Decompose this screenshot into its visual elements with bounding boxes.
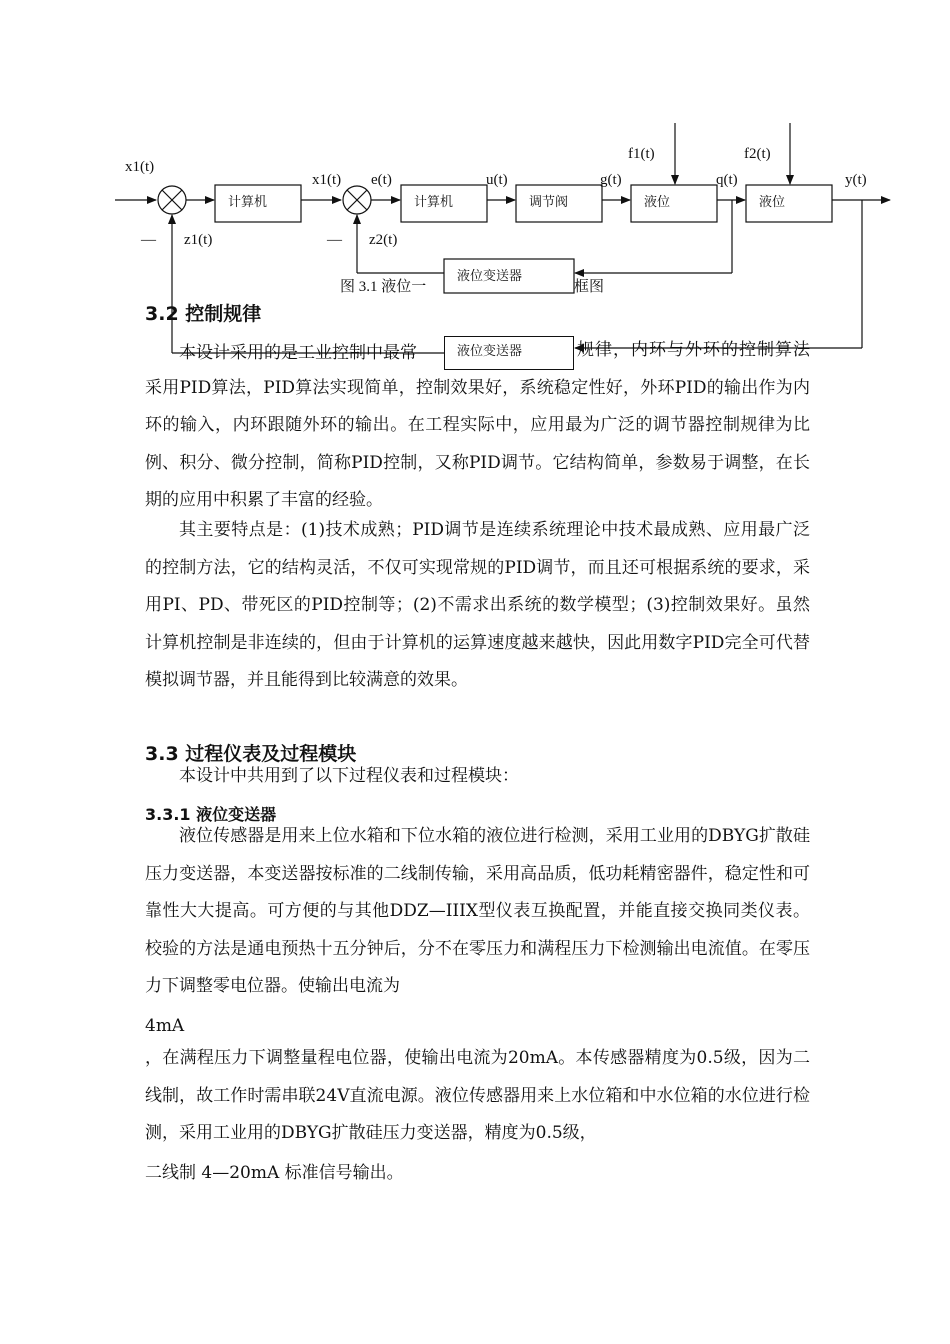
paragraph-pid-features: 其主要特点是：(1)技术成熟；PID调节是连续系统理论中技术最成熟、应用最广泛的控制方法，它的结构灵活，不仅可实现常规的PID调节，而且还可根据系统的要求，采用PI、PD、带死区的PID控制等；(2)不需求出系统的数学模型；(3)控制效果好。虽然计算机控制是非连续的，但由于计算机的运算速度越来越快，因此用数字PID完全可代替模拟调节器，并且能得到比较满意的效果。 (145, 520, 810, 691)
label-y: y(t) (845, 172, 867, 188)
label-u: u(t) (486, 172, 508, 188)
minus-sign-outer: — (141, 232, 156, 248)
label-x1-in: x1(t) (125, 159, 155, 175)
label-f2: f2(t) (744, 146, 771, 162)
text-4mA: 4mA (145, 1016, 185, 1036)
figure-caption-right: 框图 (574, 279, 605, 295)
label-z1: z1(t) (184, 232, 213, 248)
subsection-heading-3-3-1: 3.3.1 液位变送器 (145, 805, 277, 824)
label-g: g(t) (600, 172, 622, 188)
label-f1: f1(t) (628, 146, 655, 162)
section-heading-3-3: 3.3 过程仪表及过程模块 (145, 743, 357, 765)
text-last-line: 二线制 4—20mA 标准信号输出。 (145, 1163, 404, 1183)
paragraph-instruments-intro: 本设计中共用到了以下过程仪表和过程模块： (179, 766, 519, 786)
label-x1-mid: x1(t) (312, 172, 342, 188)
level-block-1-label: 液位 (644, 195, 671, 210)
label-e: e(t) (371, 172, 392, 188)
paragraph-level-transmitter-cont: ，在满程压力下调整量程电位器，使输出电流为20mA。本传感器精度为0.5级，因为二线制，故工作时需串联24V直流电源。液位传感器用来上水位箱和中水位箱的水位进行检测，采用工业用的DBYG扩散硅压力变送器，精度为0.5级， (145, 1048, 810, 1144)
valve-block-label: 调节阀 (529, 195, 569, 210)
section-heading-3-2: 3.2 控制规律 (145, 303, 262, 325)
figure-caption-left: 图 3.1 液位一 (340, 279, 427, 295)
transmitter-inner-label: 液位变送器 (457, 269, 523, 284)
label-z2: z2(t) (369, 232, 398, 248)
paragraph-control-law (145, 332, 810, 520)
paragraph-level-transmitter: 液位传感器是用来上位水箱和下位水箱的液位进行检测，采用工业用的DBYG扩散硅压力变送器，本变送器按标准的二线制传输，采用高品质，低功耗精密器件，稳定性和可靠性大大提高。可方便的与其他DDZ—IIIX型仪表互换配置，并能直接交换同类仪表。校验的方法是通电预热十五分钟后，分不在零压力和满程压力下检测输出电流值。在零压力下调整零电位器。使输出电流为 (145, 826, 810, 997)
paragraph-control-law-rest: 规律，内环与外环的控制算法采用PID算法，PID算法实现简单，控制效果好，系统稳定性好，外环PID的输出作为内环的输入，内环跟随外环的输出。在工程实际中，应用最为广泛的调节器控制规律为比例、积分、微分控制，简称PID控制，又称PID调节。它结构简单，参数易于调整，在长期的应用中积累了丰富的经验。 (145, 340, 810, 511)
control-block-diagram (0, 0, 950, 380)
label-q: q(t) (716, 172, 738, 188)
level-block-2-label: 液位 (759, 195, 786, 210)
computer-block-inner-label: 计算机 (414, 195, 454, 210)
paragraph-control-law-start: 本设计采用的是工业控制中最常 (179, 343, 417, 363)
transmitter-outer-label: 液位变送器 (457, 344, 523, 359)
computer-block-outer-label: 计算机 (228, 195, 268, 210)
minus-sign-inner: — (327, 232, 342, 248)
